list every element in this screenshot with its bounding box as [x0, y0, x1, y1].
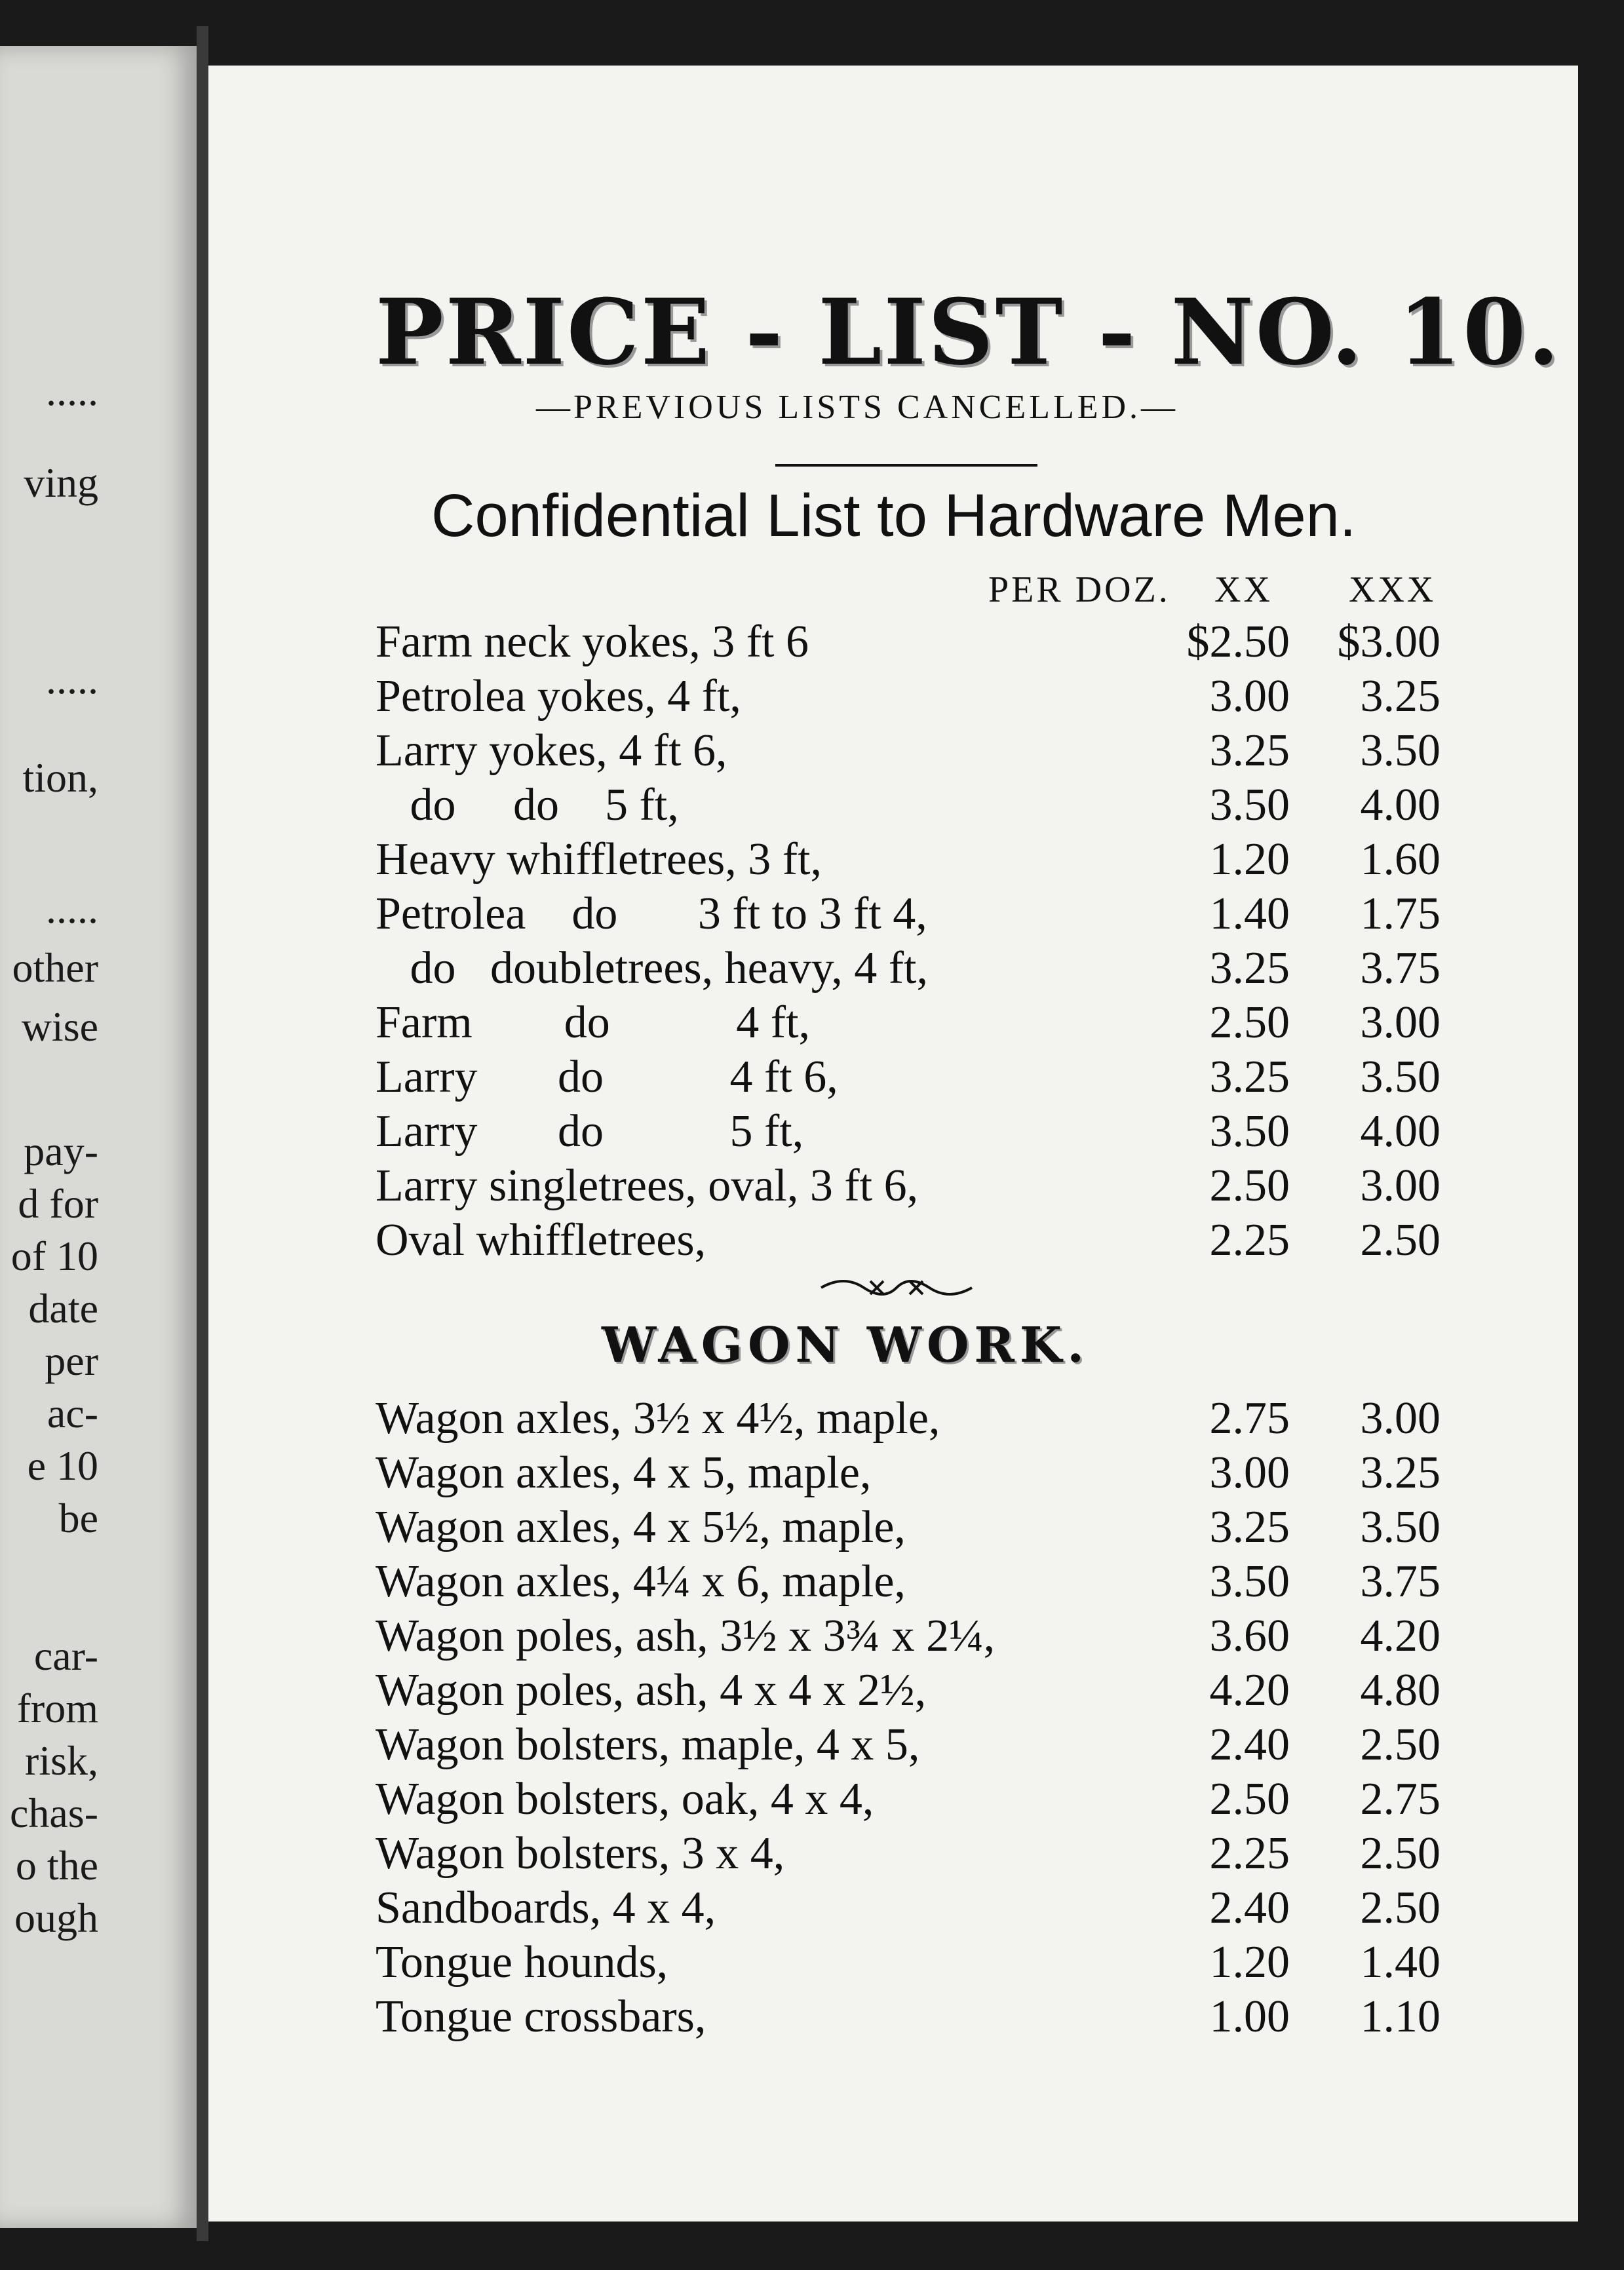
price-row — [208, 670, 1578, 725]
column-headers — [208, 569, 1578, 621]
price-xx: 1.20 — [1209, 834, 1290, 885]
left-page-line: wise — [21, 1003, 98, 1050]
item-description: Larry do 4 ft 6, — [376, 1052, 838, 1102]
price-xx: 1.40 — [1209, 889, 1290, 939]
price-row — [208, 725, 1578, 780]
price-xxx: 2.50 — [1360, 1828, 1440, 1879]
price-xxx: 3.75 — [1360, 1556, 1440, 1607]
item-description: Petrolea yokes, 4 ft, — [376, 671, 741, 721]
price-xxx: 1.40 — [1360, 1937, 1440, 1988]
column-header-xxx: XXX — [1349, 569, 1437, 610]
price-xxx: 1.60 — [1360, 834, 1440, 885]
left-page-line: of 10 — [10, 1233, 98, 1279]
price-xxx: 2.50 — [1360, 1720, 1440, 1770]
price-xx: 3.00 — [1209, 671, 1290, 721]
page-subtitle: —PREVIOUS LISTS CANCELLED.— — [536, 389, 1179, 426]
item-description: do do 5 ft, — [376, 780, 679, 830]
item-description: Heavy whiffletrees, 3 ft, — [376, 834, 822, 885]
price-row — [208, 1882, 1578, 1937]
price-xxx: 3.00 — [1360, 1393, 1440, 1444]
item-description: Wagon axles, 3½ x 4½, maple, — [376, 1393, 940, 1444]
price-xx: 3.25 — [1209, 1502, 1290, 1552]
price-row — [208, 1556, 1578, 1611]
price-list-page — [208, 66, 1578, 2222]
price-xxx: 2.50 — [1360, 1883, 1440, 1933]
left-page-line: ..... — [46, 368, 98, 414]
left-page-line: o the — [15, 1842, 98, 1889]
page-title: PRICE - LIST - NO. 10. — [376, 279, 1562, 385]
price-xx: 2.50 — [1209, 1774, 1290, 1824]
price-xx: 4.20 — [1209, 1665, 1290, 1716]
price-xxx: 3.50 — [1360, 1052, 1440, 1102]
price-row — [208, 1936, 1578, 1991]
price-xxx: 3.00 — [1360, 997, 1440, 1048]
price-xx: 2.75 — [1209, 1393, 1290, 1444]
price-xx: 2.25 — [1209, 1828, 1290, 1879]
wagon-work-title: WAGON WORK. — [602, 1317, 1089, 1374]
left-page-line: ving — [24, 459, 98, 506]
ornament-divider-icon — [818, 1268, 975, 1307]
price-row — [208, 1501, 1578, 1556]
price-row — [208, 616, 1578, 671]
price-row — [208, 1393, 1578, 1448]
item-description: Tongue crossbars, — [376, 1991, 706, 2042]
left-page-line: d for — [18, 1180, 98, 1227]
price-xx: 3.25 — [1209, 725, 1290, 776]
item-description: Wagon poles, ash, 3½ x 3¾ x 2¼, — [376, 1611, 996, 1661]
item-description: Wagon axles, 4 x 5½, maple, — [376, 1502, 906, 1552]
item-description: Larry do 5 ft, — [376, 1106, 804, 1157]
left-page-line: ac- — [47, 1390, 98, 1436]
price-xx: 2.50 — [1209, 997, 1290, 1048]
item-description: Petrolea do 3 ft to 3 ft 4, — [376, 889, 927, 939]
price-xxx: 1.10 — [1360, 1991, 1440, 2042]
price-xx: 2.40 — [1209, 1883, 1290, 1933]
left-page-line: car- — [33, 1632, 98, 1679]
item-description: Wagon bolsters, oak, 4 x 4, — [376, 1774, 874, 1824]
item-description: Oval whiffletrees, — [376, 1215, 706, 1265]
left-page-line: be — [58, 1495, 98, 1541]
price-row — [208, 1106, 1578, 1161]
price-row — [208, 1610, 1578, 1665]
price-xx: 3.50 — [1209, 780, 1290, 830]
price-row — [208, 1991, 1578, 2046]
price-xx: 3.00 — [1209, 1448, 1290, 1498]
item-description: Wagon axles, 4 x 5, maple, — [376, 1448, 872, 1498]
price-xx: 1.00 — [1209, 1991, 1290, 2042]
price-row — [208, 1447, 1578, 1502]
left-page-line: pay- — [24, 1128, 98, 1174]
price-row — [208, 1828, 1578, 1883]
left-page-line: ..... — [46, 885, 98, 932]
price-xx: 3.25 — [1209, 1052, 1290, 1102]
price-row — [208, 1214, 1578, 1269]
price-row — [208, 942, 1578, 997]
price-xx: 3.60 — [1209, 1611, 1290, 1661]
price-row — [208, 1664, 1578, 1720]
item-description: Wagon poles, ash, 4 x 4 x 2½, — [376, 1665, 927, 1716]
price-xxx: 4.20 — [1360, 1611, 1440, 1661]
item-description: Wagon bolsters, 3 x 4, — [376, 1828, 785, 1879]
price-xxx: 1.75 — [1360, 889, 1440, 939]
price-xx: $2.50 — [1186, 617, 1290, 667]
item-description: Tongue hounds, — [376, 1937, 668, 1988]
left-page-line: per — [45, 1337, 98, 1384]
price-xx: 3.25 — [1209, 943, 1290, 993]
price-xx: 1.20 — [1209, 1937, 1290, 1988]
left-page-line: other — [12, 944, 98, 991]
price-row — [208, 1051, 1578, 1106]
left-page-fragment — [0, 46, 197, 2228]
price-row — [208, 779, 1578, 834]
item-description: Larry singletrees, oval, 3 ft 6, — [376, 1161, 919, 1211]
left-page-line: from — [16, 1685, 98, 1731]
price-xxx: 2.50 — [1360, 1215, 1440, 1265]
price-row — [208, 1160, 1578, 1215]
book-gutter — [197, 26, 208, 2241]
price-row — [208, 834, 1578, 889]
divider-rule — [775, 464, 1037, 467]
column-header-xx: XX — [1214, 569, 1273, 610]
price-xx: 2.25 — [1209, 1215, 1290, 1265]
item-description: Sandboards, 4 x 4, — [376, 1883, 716, 1933]
left-page-line: ..... — [46, 656, 98, 702]
item-description: Wagon bolsters, maple, 4 x 5, — [376, 1720, 920, 1770]
price-xxx: 3.00 — [1360, 1161, 1440, 1211]
price-xxx: $3.00 — [1337, 617, 1440, 667]
left-page-line: tion, — [22, 754, 98, 801]
price-xxx: 3.50 — [1360, 1502, 1440, 1552]
price-xx: 3.50 — [1209, 1556, 1290, 1607]
price-xxx: 4.80 — [1360, 1665, 1440, 1716]
price-xx: 2.40 — [1209, 1720, 1290, 1770]
price-row — [208, 888, 1578, 943]
page-edge-shadow — [1578, 66, 1624, 2222]
column-header-per-doz: PER DOZ. — [988, 569, 1170, 610]
item-description: Farm do 4 ft, — [376, 997, 811, 1048]
price-xxx: 4.00 — [1360, 1106, 1440, 1157]
price-xxx: 4.00 — [1360, 780, 1440, 830]
price-row — [208, 997, 1578, 1052]
price-xx: 2.50 — [1209, 1161, 1290, 1211]
left-page-line: chas- — [9, 1790, 98, 1836]
price-xxx: 3.50 — [1360, 725, 1440, 776]
price-xx: 3.50 — [1209, 1106, 1290, 1157]
price-row — [208, 1773, 1578, 1828]
left-page-line: risk, — [25, 1737, 98, 1784]
left-page-line: e 10 — [27, 1442, 98, 1489]
item-description: Farm neck yokes, 3 ft 6 — [376, 617, 809, 667]
item-description: Larry yokes, 4 ft 6, — [376, 725, 727, 776]
item-description: Wagon axles, 4¼ x 6, maple, — [376, 1556, 906, 1607]
item-description: do doubletrees, heavy, 4 ft, — [376, 943, 929, 993]
price-row — [208, 1719, 1578, 1774]
price-xxx: 3.25 — [1360, 671, 1440, 721]
price-xxx: 3.75 — [1360, 943, 1440, 993]
section-heading: Confidential List to Hardware Men. — [431, 482, 1357, 549]
left-page-line: ough — [14, 1895, 98, 1941]
price-xxx: 2.75 — [1360, 1774, 1440, 1824]
left-page-line: date — [28, 1285, 98, 1332]
price-xxx: 3.25 — [1360, 1448, 1440, 1498]
